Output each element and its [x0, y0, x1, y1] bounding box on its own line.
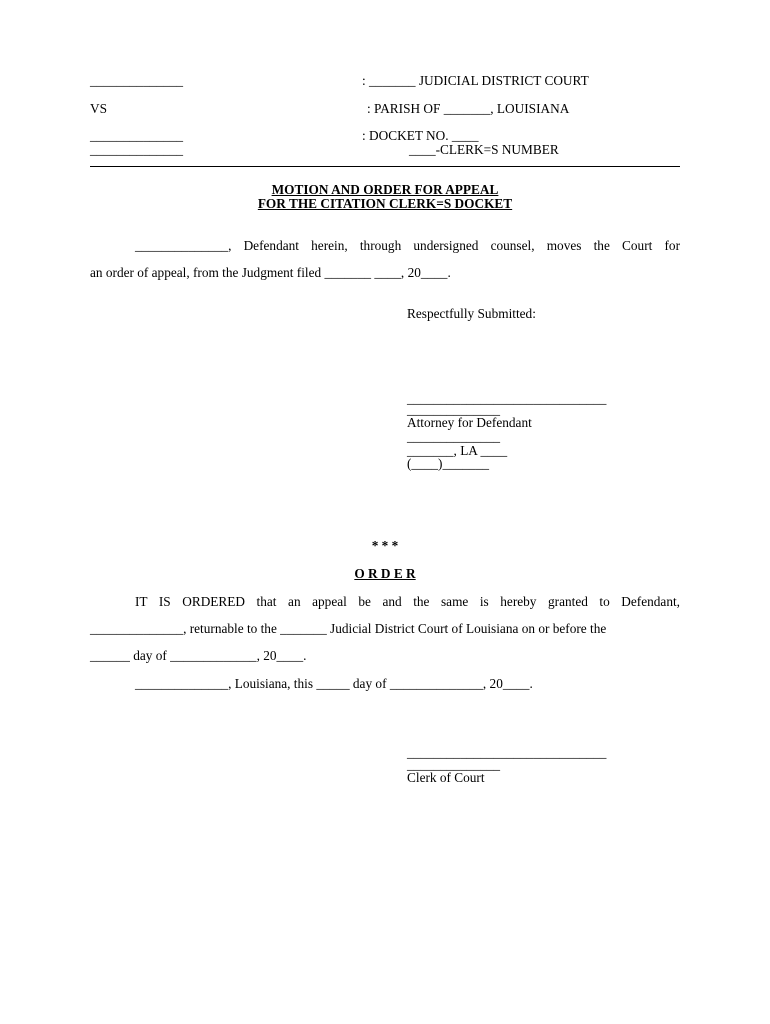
party-blank-plaintiff: ______________ [90, 73, 184, 88]
vs-label: VS [90, 101, 107, 116]
order-heading: O R D E R [354, 566, 416, 581]
section-separator: * * * [371, 538, 399, 553]
attorney-address-line: ______________ [407, 429, 501, 444]
order-text-line-4: ______________, Louisiana, this _____ day of ______________, 20____. [135, 676, 533, 691]
order-text-line-2: ______________, returnable to the _______ Judicial District Court of Louisiana on or before the [90, 621, 607, 636]
document-title-line-2: FOR THE CITATION CLERK=S DOCKET [257, 196, 513, 211]
attorney-phone-line: (____)_______ [407, 456, 489, 471]
court-line: : _______ JUDICIAL DISTRICT COURT [362, 73, 589, 88]
party-blank-defendant-2: ______________ [90, 142, 184, 157]
caption-divider [90, 166, 680, 167]
attorney-signature-line: ______________________________ [407, 391, 607, 406]
attorney-city-line: _______, LA ____ [407, 443, 508, 458]
docket-line: : DOCKET NO. ____ [362, 128, 479, 143]
clerk-number-line: ____-CLERK=S NUMBER [409, 142, 559, 157]
clerk-label: Clerk of Court [407, 770, 485, 785]
motion-text-line-1: ______________, Defendant herein, through undersigned counsel, moves the Court for [135, 238, 680, 253]
attorney-label: Attorney for Defendant [407, 415, 532, 430]
document-title-line-1: MOTION AND ORDER FOR APPEAL [271, 182, 499, 197]
parish-line: : PARISH OF _______, LOUISIANA [367, 101, 570, 116]
clerk-name-line: ______________ [407, 757, 501, 772]
party-blank-defendant: ______________ [90, 128, 184, 143]
order-text-line-1: IT IS ORDERED that an appeal be and the same is hereby granted to Defendant, [135, 594, 680, 609]
motion-text-line-2: an order of appeal, from the Judgment filed _______ ____, 20____. [90, 265, 451, 280]
order-text-line-3: ______ day of _____________, 20____. [90, 648, 307, 663]
respectfully-submitted: Respectfully Submitted: [407, 306, 536, 321]
attorney-name-line: ______________ [407, 402, 501, 417]
clerk-signature-line: ______________________________ [407, 745, 607, 760]
